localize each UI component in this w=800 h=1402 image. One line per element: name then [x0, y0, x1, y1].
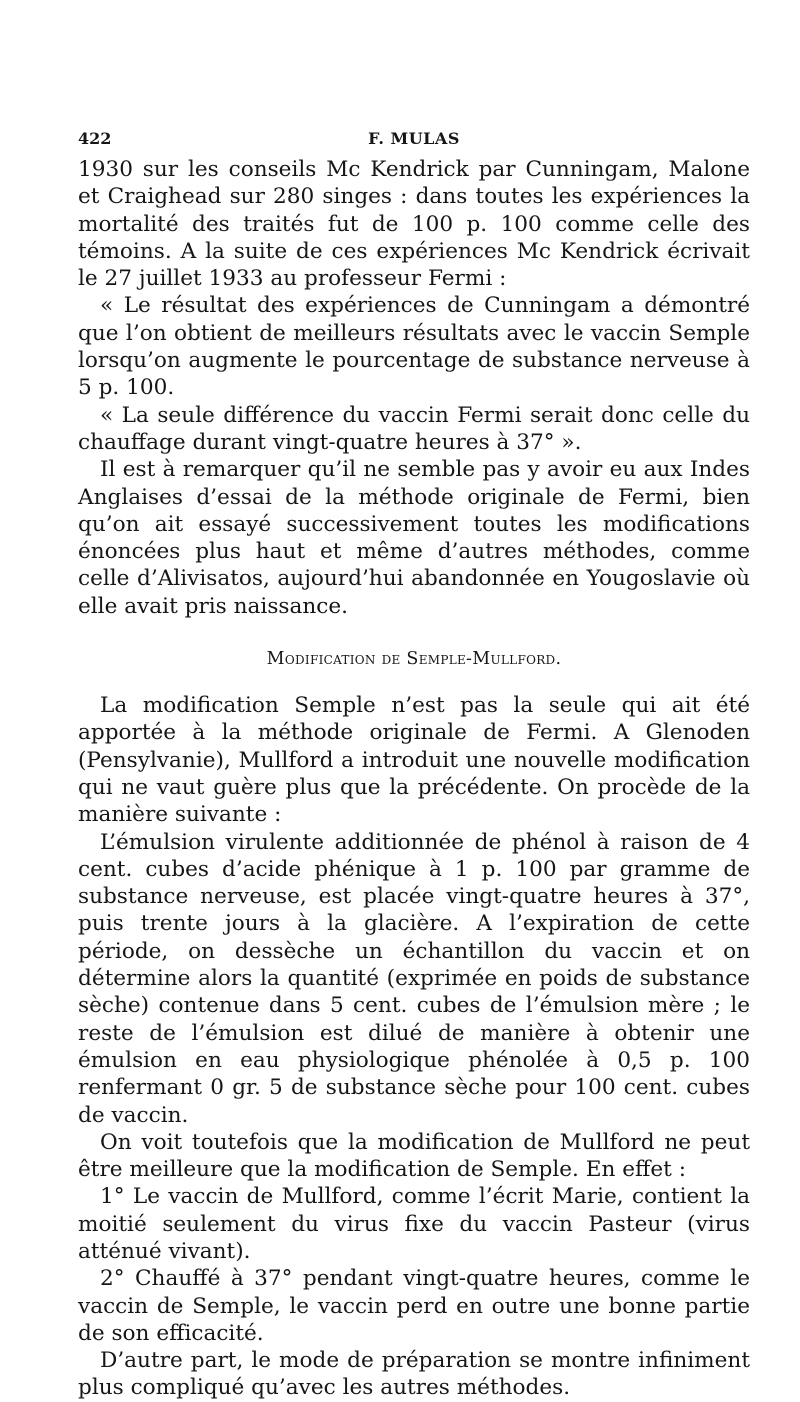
running-head: [78, 126, 750, 156]
paragraph-point-1: 1° Le vaccin de Mullford, comme l’écrit Marie, contient la moitié seulement du virus fixe du vaccin Pasteur (virus atténué vivant).: [78, 1184, 750, 1264]
paragraph-quote-2: « La seule différence du vaccin Fermi serait donc celle du chauffage durant vingt-quatre heures à 37° ».: [78, 402, 750, 455]
paragraph-indes: Il est à remarquer qu’il ne semble pas y avoir eu aux Indes Anglaises d’essai de la méthode originale de Fermi, bien qu’on ait essayé successivement toutes les modifications énoncées plus haut et même d’autres méthodes, comme celle d’Alivisatos, aujourd’hui abandonnée en Yougoslavie où elle avait pris naissance.: [78, 457, 750, 619]
paragraph-continuation: 1930 sur les conseils Mc Kendrick par Cunningam, Malone et Craighead sur 280 singes : dans toutes les expériences la mortalité des traités fut de 100 p. 100 comme celle des témoins. A la suite de ces expériences Mc Kendrick écrivait le 27 juillet 1933 au professeur Fermi :: [78, 157, 750, 292]
paragraph-conclusion: D’autre part, le mode de préparation se montre infiniment plus compliqué qu’avec les autres méthodes.: [78, 1348, 750, 1401]
section-heading: Modification de Semple-Mullford.: [266, 649, 562, 670]
page-number: 422: [78, 129, 112, 148]
paragraph-comparison: On voit toutefois que la modification de Mullford ne peut être meilleure que la modification de Semple. En effet :: [78, 1129, 750, 1183]
paragraph-semple-intro: La modification Semple n’est pas la seule qui ait été apportée à la méthode originale de Fermi. A Glenoden (Pensylvanie), Mullford a introduit une nouvelle modification qui ne vaut guère plus que la précédente. On procède de la manière suivante :: [78, 693, 750, 828]
body-text: [78, 156, 750, 1402]
paragraph-emulsion: L’émulsion virulente additionnée de phénol à raison de 4 cent. cubes d’acide phénique à 1 p. 100 par gramme de substance nerveuse, est placée vingt-quatre heures à 37°, puis trente jours à la glacière. A l’expiration de cette période, on dessèche un échantillon du vaccin et on détermine alors la quantité (exprimée en poids de substance sèche) contenue dans 5 cent. cubes de l’émulsion mère ; le reste de l’émulsion est dilué de manière à obtenir une émulsion en eau physiologique phénolée à 0,5 p. 100 renfermant 0 gr. 5 de substance sèche pour 100 cent. cubes de vaccin.: [78, 829, 750, 1128]
paragraph-quote-1: « Le résultat des expériences de Cunningam a démontré que l’on obtient de meilleurs résultats avec le vaccin Semple lorsqu’on augmente le pourcentage de substance nerveuse à 5 p. 100.: [78, 293, 750, 401]
paragraph-point-2: 2° Chauffé à 37° pendant vingt-quatre heures, comme le vaccin de Semple, le vaccin perd en outre une bonne partie de son efficacité.: [78, 1266, 750, 1346]
book-page: [78, 126, 750, 1402]
running-head-author: F. MULAS: [368, 129, 460, 148]
